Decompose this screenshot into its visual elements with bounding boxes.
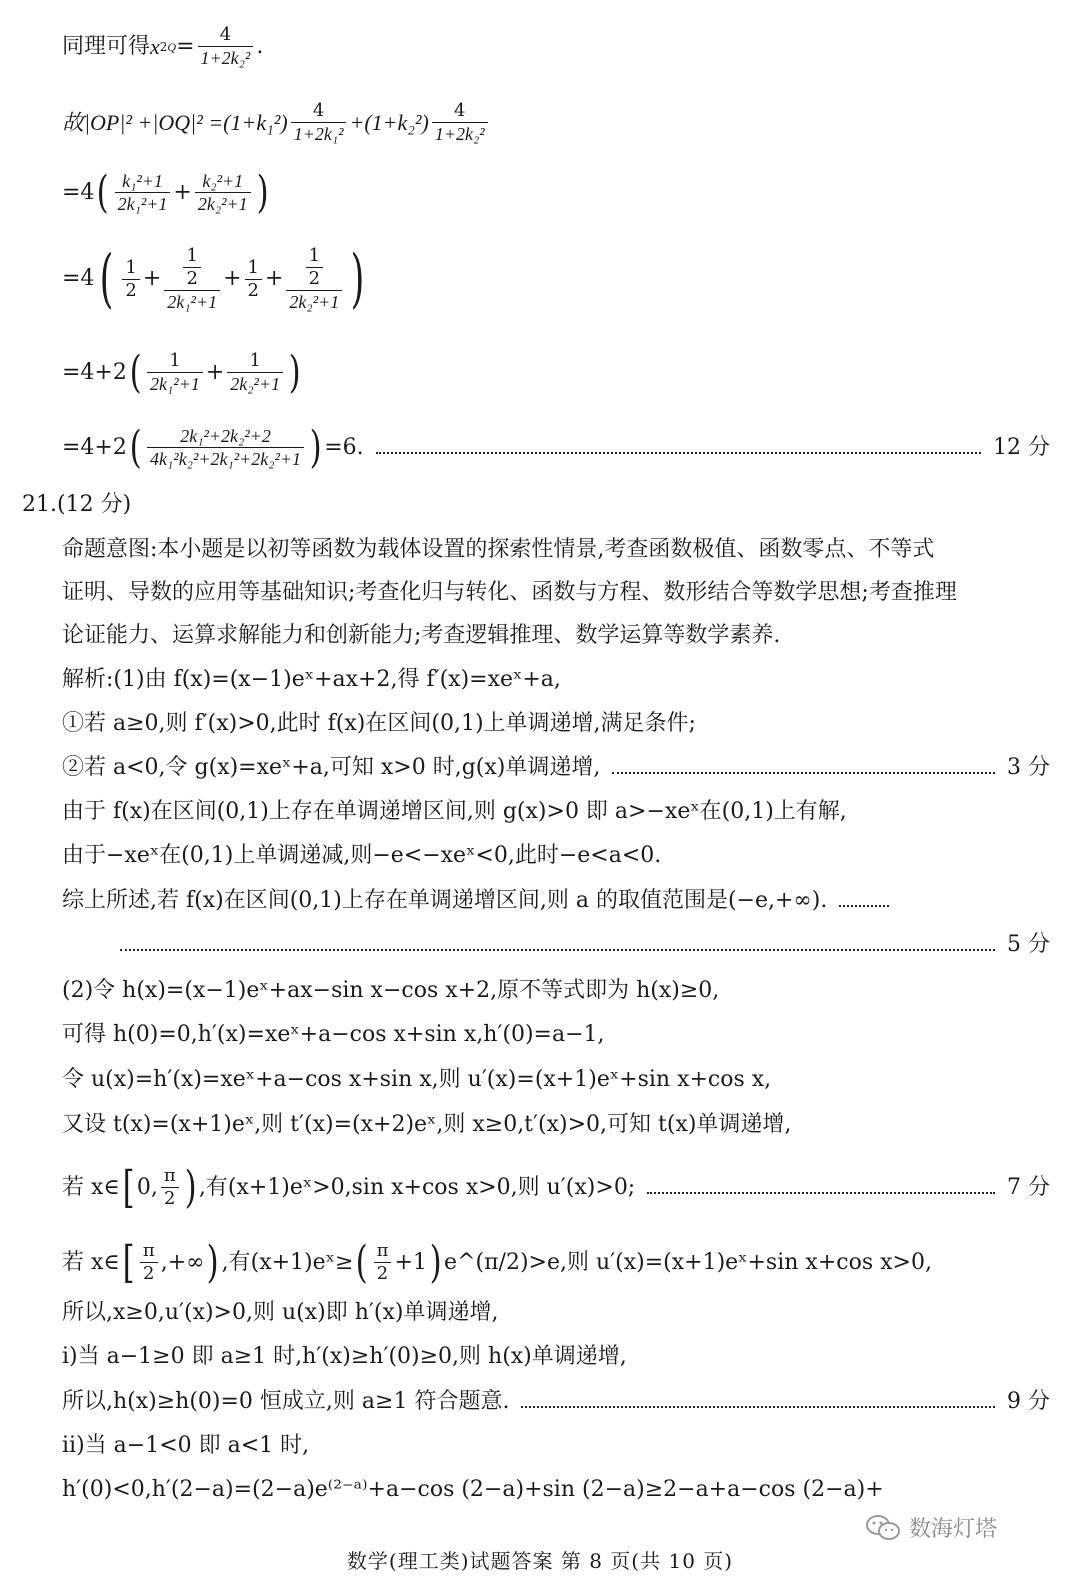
eq-line-5: =4+2 ( $\frac{1}{\text{2k₁²+1}}$ + $\frac{1}{\text{2k₂²+1}}$ ) — [62, 346, 301, 398]
text: 0, — [136, 1174, 158, 1200]
page-footer: 数学(理工类)试题答案 第 8 页(共 10 页) — [346, 1549, 734, 1573]
fraction-den: 2k₂²+1 — [286, 290, 342, 313]
fraction-num: π — [376, 1240, 389, 1261]
fraction-den: 4k₁²k₂²+2k₁²+2k₂²+1 — [147, 447, 304, 470]
fraction — [147, 425, 304, 470]
text: ,有(x+1)eˣ>0,sin x+cos x>0,则 u′(x)>0; — [198, 1174, 636, 1200]
solution-line-3 — [62, 753, 1050, 783]
solution-text: ②若 a<0,令 g(x)=xeˣ+a,可知 x>0 时,g(x)单调递增, — [62, 755, 601, 780]
text: 所以,h(x)≥h(0)=0 恒成立,则 a≥1 符合题意. — [62, 1389, 510, 1414]
eq-line-1: 同理可得 x 2 Q = $\frac{4}{\text{1+2k₂²}}$ . — [62, 24, 264, 68]
question-number: 21. — [22, 492, 57, 517]
fraction-num: 1 — [186, 245, 198, 266]
solution-line-2: ①若 a≥0,则 f′(x)>0,此时 f(x)在区间(0,1)上单调递增,满足条件; — [62, 711, 696, 736]
text: 若 x∈ — [62, 1249, 120, 1275]
part2-line-4: 又设 t(x)=(x+1)eˣ,则 t′(x)=(x+2)eˣ,则 x≥0,t′(x)>0,可知 t(x)单调递增, — [62, 1112, 792, 1137]
eq-line-4: =4 ( $\frac{1}{2}$ + $\frac{\frac{1}{2}}{\text{2k₁²+1}}$ + $\frac{1}{2}$ + $\frac{\frac{1}{2}}{\text{2k₂²+1}}$ ) — [62, 242, 365, 316]
fraction — [291, 100, 347, 145]
q-sub: Q — [167, 39, 177, 54]
eq-line-6: =4+2 ( $\frac{\text{2k₁²+2k₂²+2}}{\text{4k₁²k₂²+2k₁²+2k₂²+1}}$ ) =6. 12 分 — [62, 421, 1050, 473]
fraction-den: 2k₁²+1 — [164, 290, 220, 313]
watermark-text: 数海灯塔 — [909, 1517, 998, 1542]
fraction — [374, 1240, 392, 1285]
intent-line-2: 证明、导数的应用等基础知识;考查化归与转化、函数与方程、数形结合等数学思想;考查推理 — [62, 580, 957, 605]
eq-result: =6. — [324, 434, 364, 460]
part2-line-7: 所以,x≥0,u′(x)>0,则 u(x)即 h′(x)单调递增, — [62, 1300, 499, 1325]
dot-leader — [120, 943, 995, 951]
fraction — [245, 257, 262, 302]
fraction-den: 2k₁²+1 — [115, 192, 171, 215]
score-label: 5 分 — [1007, 932, 1050, 957]
watermark — [865, 1512, 997, 1543]
question-header — [22, 490, 131, 520]
fraction-den: 2 — [245, 279, 262, 302]
solution-line-4: 由于 f(x)在区间(0,1)上存在单调递增区间,则 g(x)>0 即 a>−xeˣ在(0,1)上有解, — [62, 799, 847, 824]
fraction-den: 2 — [122, 279, 139, 302]
fraction-den: 1+2k₂² — [198, 46, 254, 69]
fraction-den: 2 — [140, 1262, 157, 1285]
fraction-num: 2k₁²+2k₂²+2 — [180, 426, 271, 446]
question-points: (12 分) — [57, 492, 132, 517]
fraction-num: 1 — [125, 256, 137, 278]
dot-leader — [521, 1400, 995, 1408]
part2-line-2: 可得 h(0)=0,h′(x)=xeˣ+a−cos x+sin x,h′(0)=a−1, — [62, 1022, 605, 1047]
eq-prefix: =4+2 — [62, 434, 127, 460]
fraction-den: 1+2k₂² — [432, 122, 488, 145]
fraction — [147, 350, 203, 395]
fraction-den: 2k₂²+1 — [227, 372, 283, 395]
text: +1 — [394, 1249, 427, 1275]
fraction — [432, 100, 488, 145]
part2-line-10: ⅱ)当 a−1<0 即 a<1 时, — [62, 1433, 310, 1458]
eq-line-3: =4 ( $\frac{\text{k₁²+1}}{\text{2k₁²+1}}$ + $\frac{\text{k₂²+1}}{\text{2k₂²+1}}$ ) — [62, 166, 269, 218]
eq-prefix: =4+2 — [62, 359, 127, 385]
fraction-num: 1 — [247, 256, 259, 278]
part2-line-8: ⅰ)当 a−1≥0 即 a≥1 时,h′(x)≥h′(0)≥0,则 h(x)单调递增, — [62, 1344, 627, 1369]
solution-line-6 — [62, 886, 1050, 916]
fraction-den: 1+2k₁² — [291, 122, 347, 145]
solution-line-5: 由于−xeˣ在(0,1)上单调递减,则−e<−xeˣ<0,此时−e<a<0. — [62, 843, 662, 868]
x-var: x — [150, 33, 160, 59]
wechat-icon — [865, 1514, 901, 1542]
intent-line-1: 命题意图:本小题是以初等函数为载体设置的探索性情景,考查函数极值、函数零点、不等式 — [62, 537, 935, 562]
part2-line-5: 若 x∈ [ 0, $\frac{\pi}{2}$ ) ,有(x+1)eˣ>0,sin x+cos x>0,则 u′(x)>0; 7 分 — [62, 1161, 1050, 1213]
score-label: 9 分 — [1007, 1389, 1050, 1414]
eq-prefix: =4 — [62, 266, 95, 291]
dot-leader — [612, 766, 995, 774]
nested-fraction — [164, 245, 220, 313]
eq-line-2 — [62, 100, 1050, 145]
fraction-den: 2k₁²+1 — [147, 372, 203, 395]
text: ,有(x+1)eˣ≥ — [221, 1249, 354, 1275]
fraction-num: 1 — [249, 350, 261, 371]
part2-line-1: (2)令 h(x)=(x−1)eˣ+ax−sin x−cos x+2,原不等式即为 h(x)≥0, — [62, 978, 720, 1003]
fraction — [198, 24, 254, 69]
part2-line-9 — [62, 1387, 1050, 1417]
fraction-den: 2 — [161, 1187, 178, 1210]
fraction-num: 1 — [308, 245, 321, 266]
eq-line-2-mid: +(1+k₂²) — [349, 109, 429, 135]
fraction — [115, 170, 171, 215]
text: e^(π/2)>e,则 u′(x)=(x+1)eˣ+sin x+cos x>0, — [444, 1249, 932, 1275]
intent-line-3: 论证能力、运算求解能力和创新能力;考查逻辑推理、数学运算等数学素养. — [62, 623, 781, 648]
part2-line-11: h′(0)<0,h′(2−a)=(2−a)e⁽²⁻ᵃ⁾+a−cos (2−a)+sin (2−a)≥2−a+a−cos (2−a)+ — [62, 1477, 884, 1502]
fraction-num: 1 — [169, 350, 181, 371]
fraction-num: 4 — [219, 24, 232, 45]
eq-prefix: =4 — [62, 179, 95, 205]
dot-leader — [376, 446, 981, 454]
fraction-num: k₂²+1 — [202, 171, 244, 191]
part2-line-6: 若 x∈ [ $\frac{\pi}{2}$ ,+∞ ) ,有(x+1)eˣ≥ ( $\frac{\pi}{2}$ +1 ) e^(π/2)>e,则 u′(x)=(x+1)eˣ+sin x+cos x>0, — [62, 1236, 932, 1288]
fraction-num: 4 — [454, 100, 466, 121]
text: ,+∞ — [160, 1249, 205, 1275]
score-label: 7 分 — [1007, 1174, 1050, 1200]
solution-text: 综上所述,若 f(x)在区间(0,1)上存在单调递增区间,则 a 的取值范围是(−e,+∞). — [62, 888, 828, 913]
solution-line-1: 解析:(1)由 f(x)=(x−1)eˣ+ax+2,得 f′(x)=xeˣ+a, — [62, 667, 561, 692]
fraction-num: π — [142, 1240, 155, 1261]
fraction-den: 2 — [183, 267, 200, 290]
fraction-num: 4 — [312, 100, 325, 121]
period: . — [256, 33, 264, 59]
dot-leader — [839, 899, 889, 907]
dot-leader — [647, 1186, 995, 1194]
score-label: 12 分 — [993, 434, 1050, 460]
fraction — [140, 1240, 158, 1285]
fraction — [122, 257, 139, 302]
fraction-num: π — [163, 1165, 176, 1186]
solution-line-6-cont — [120, 930, 1050, 960]
fraction-den: 2k₂²+1 — [195, 192, 251, 215]
part2-line-3: 令 u(x)=h′(x)=xeˣ+a−cos x+sin x,则 u′(x)=(x+1)eˣ+sin x+cos x, — [62, 1067, 772, 1092]
fraction-num: k₁²+1 — [122, 171, 163, 191]
fraction-den: 2 — [306, 267, 323, 290]
fraction — [195, 170, 251, 215]
fraction — [227, 350, 283, 395]
nested-fraction — [286, 245, 342, 313]
eq-line-2-text: 故|OP|² +|OQ|² =(1+k₁²) — [62, 109, 288, 135]
equals: = — [176, 33, 195, 59]
eq-line-1-prefix: 同理可得 — [62, 33, 151, 59]
fraction-den: 2 — [374, 1262, 391, 1285]
text: 若 x∈ — [62, 1174, 120, 1200]
fraction — [161, 1165, 179, 1210]
score-label: 3 分 — [1007, 755, 1050, 780]
